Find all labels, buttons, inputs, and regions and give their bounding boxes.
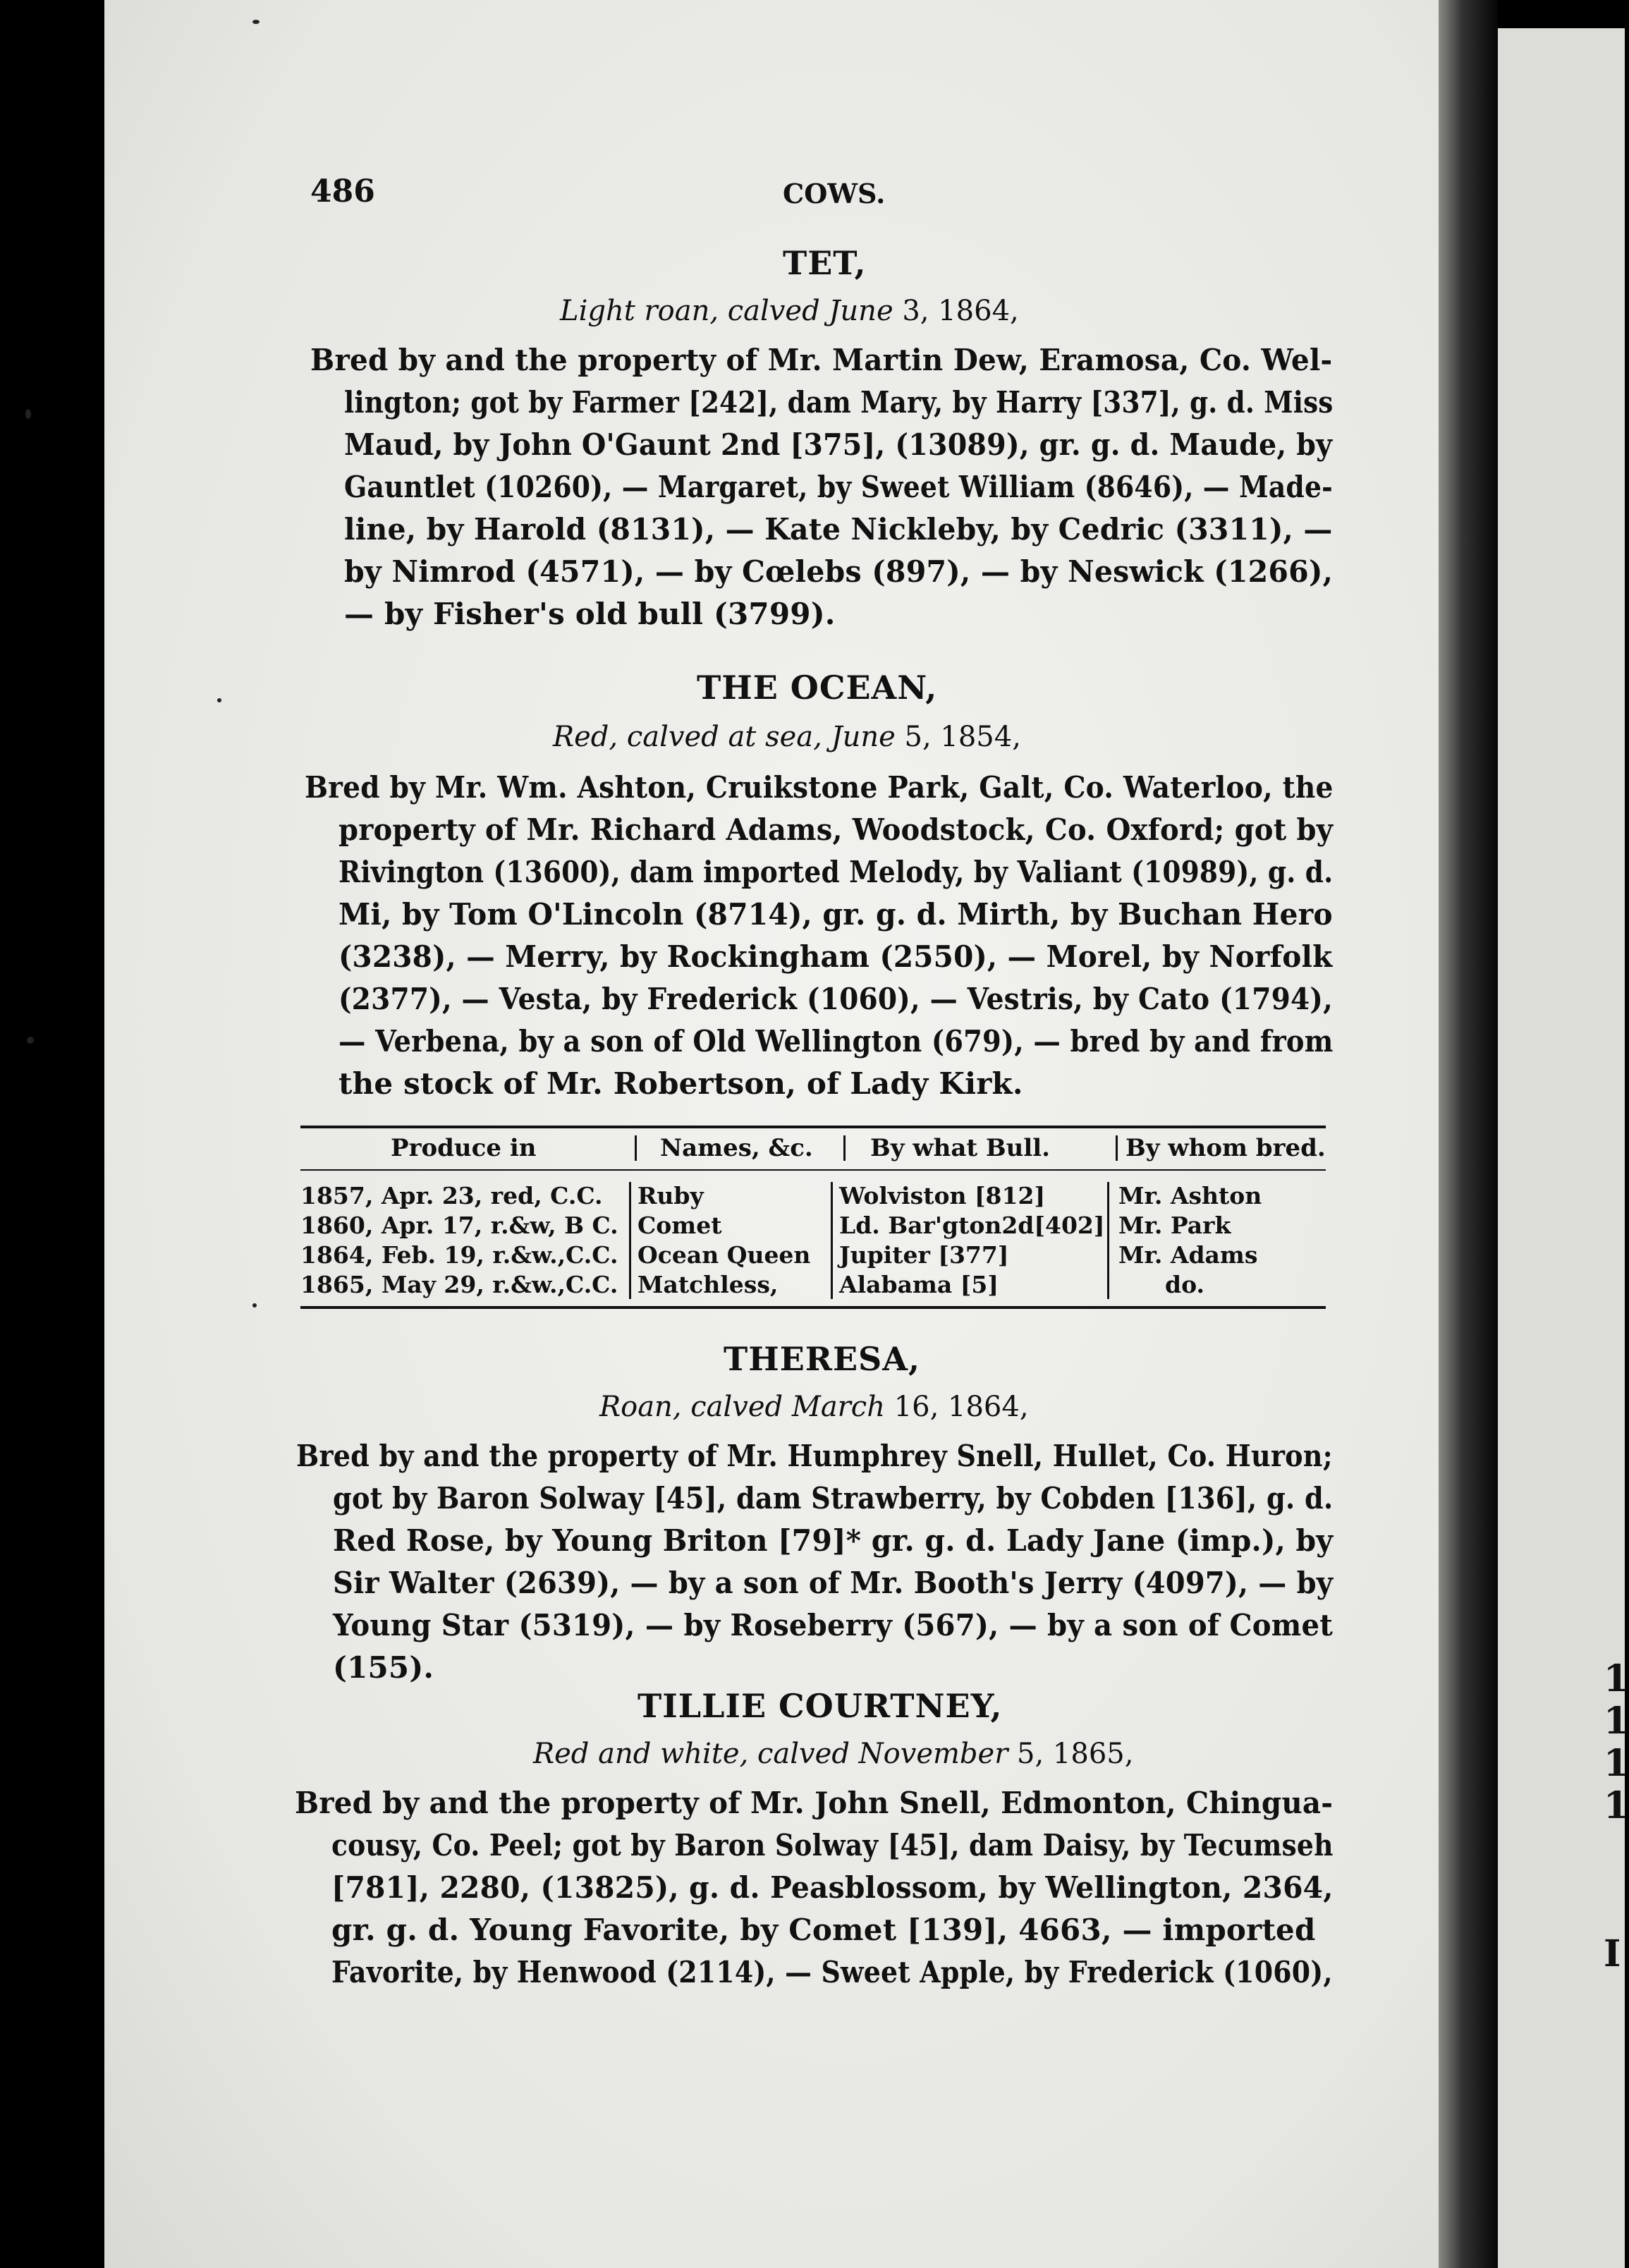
table-header-bull: By what Bull. [870, 1134, 1051, 1162]
entry-description-italic: Light roan, calved June [560, 295, 893, 327]
table-header-divider [1116, 1135, 1118, 1161]
table-cell-produce: 1865, May 29, r.&w.,C.C. [300, 1271, 618, 1298]
entry-text-line: the stock of Mr. Robertson, of Lady Kirk. [338, 1066, 1023, 1101]
table-header-divider [843, 1135, 846, 1161]
table-cell-name: Matchless, [637, 1271, 779, 1298]
adjacent-page-fragment: 1 [1604, 1742, 1629, 1785]
entry-text-line: (2377), — Vesta, by Frederick (1060), — Vestris, by Cato (1794), [338, 982, 1333, 1016]
entry-text-line: Mi, by Tom O'Lincoln (8714), gr. g. d. Mirth, by Buchan Hero [338, 897, 1333, 932]
entry-text-line: line, by Harold (8131), — Kate Nickleby, by Cedric (3311), — [344, 512, 1333, 547]
entry-text-line: [781], 2280, (13825), g. d. Peasblossom, by Wellington, 2364, [331, 1870, 1334, 1905]
table-cell-name: Ruby [637, 1182, 704, 1209]
entry-description-italic: Red and white, calved November [533, 1738, 1008, 1770]
table-column-divider [831, 1182, 833, 1299]
entry-text-line: — Verbena, by a son of Old Wellington (679), — bred by and from [338, 1024, 1334, 1059]
scan-speck [252, 1303, 257, 1307]
table-cell-breeder: Mr. Adams [1118, 1241, 1258, 1269]
running-title: COWS. [783, 178, 886, 209]
entry-description-date: 5, 1865, [1017, 1738, 1134, 1770]
entry-text-line: Maud, by John O'Gaunt 2nd [375], (13089), gr. g. d. Maude, by [344, 427, 1333, 462]
entry-text-line: (3238), — Merry, by Rockingham (2550), — Morel, by Norfolk [338, 939, 1333, 974]
table-cell-bull: Ld. Bar'gton2d[402] [839, 1212, 1105, 1239]
table-cell-breeder: do. [1165, 1271, 1204, 1298]
entry-description [560, 295, 1019, 327]
entry-title: THERESA, [724, 1340, 920, 1378]
entry-description-date: 3, 1864, [902, 295, 1019, 327]
adjacent-page-fragment: 1 [1604, 1784, 1629, 1827]
table-header-divider [635, 1135, 637, 1161]
table-bottom-rule [300, 1306, 1326, 1309]
entry-description-italic: Roan, calved March [599, 1391, 885, 1423]
entry-text-line: Favorite, by Henwood (2114), — Sweet Apple, by Frederick (1060), [331, 1955, 1333, 1989]
entry-text-line: lington; got by Farmer [242], dam Mary, by Harry [337], g. d. Miss [344, 385, 1334, 420]
scan-speck [217, 698, 221, 702]
scan-speck [252, 20, 260, 24]
table-cell-name: Ocean Queen [637, 1241, 811, 1269]
table-cell-breeder: Mr. Park [1118, 1212, 1231, 1239]
entry-description [599, 1391, 1029, 1423]
entry-text-line: got by Baron Solway [45], dam Strawberry, by Cobden [136], g. d. [333, 1481, 1334, 1516]
entry-description [533, 1738, 1133, 1770]
entry-text-line: (155). [333, 1650, 434, 1685]
table-cell-breeder: Mr. Ashton [1118, 1182, 1262, 1209]
entry-text-line: Gauntlet (10260), — Margaret, by Sweet William (8646), — Made- [344, 470, 1333, 504]
scan-speck [25, 409, 31, 419]
page-gutter-shadow [1439, 0, 1498, 2268]
entry-text-line: Bred by and the property of Mr. John Snell, Edmonton, Chingua- [295, 1786, 1334, 1820]
table-header-produce: Produce in [391, 1134, 537, 1162]
entry-text-line: Bred by and the property of Mr. Martin Dew, Eramosa, Co. Wel- [310, 343, 1333, 377]
table-column-divider [629, 1182, 631, 1299]
entry-text-line: Red Rose, by Young Briton [79]* gr. g. d. Lady Jane (imp.), by [333, 1523, 1334, 1558]
entry-text-line: — by Fisher's old bull (3799). [344, 597, 836, 631]
entry-text-line: gr. g. d. Young Favorite, by Comet [139], 4663, — imported [331, 1913, 1316, 1947]
adjacent-page-fragment: 1 [1604, 1657, 1629, 1700]
entry-description [553, 721, 1021, 753]
entry-text-line: Rivington (13600), dam imported Melody, by Valiant (10989), g. d. [338, 855, 1334, 889]
table-header-names: Names, &c. [660, 1134, 813, 1162]
table-cell-bull: Jupiter [377] [839, 1241, 1009, 1269]
entry-title: THE OCEAN, [697, 669, 938, 707]
table-cell-bull: Alabama [5] [839, 1271, 999, 1298]
entry-text-line: Bred by and the property of Mr. Humphrey Snell, Hullet, Co. Huron; [296, 1439, 1333, 1473]
adjacent-page-fragment: I [1604, 1932, 1621, 1975]
adjacent-page-fragment: 1 [1604, 1700, 1629, 1743]
table-header-breeder: By whom bred. [1125, 1134, 1326, 1162]
entry-text-line: Bred by Mr. Wm. Ashton, Cruikstone Park, Galt, Co. Waterloo, the [305, 770, 1334, 805]
table-column-divider [1107, 1182, 1109, 1299]
page-number: 486 [310, 173, 375, 209]
entry-description-date: 16, 1864, [893, 1391, 1029, 1423]
table-cell-produce: 1860, Apr. 17, r.&w, B C. [300, 1212, 618, 1239]
entry-text-line: Sir Walter (2639), — by a son of Mr. Booth's Jerry (4097), — by [333, 1566, 1334, 1600]
table-cell-name: Comet [637, 1212, 722, 1239]
scan-speck [27, 1037, 34, 1044]
entry-description-italic: Red, calved at sea, June [553, 721, 896, 753]
table-header-rule [300, 1169, 1326, 1171]
entry-text-line: property of Mr. Richard Adams, Woodstock, Co. Oxford; got by [338, 812, 1334, 847]
entry-text-line: by Nimrod (4571), — by Cœlebs (897), — by Neswick (1266), [344, 554, 1334, 589]
table-cell-bull: Wolviston [812] [839, 1182, 1046, 1209]
entry-title: TET, [783, 244, 867, 282]
entry-description-date: 5, 1854, [904, 721, 1021, 753]
entry-text-line: Young Star (5319), — by Roseberry (567), — by a son of Comet [333, 1608, 1333, 1642]
adjacent-page [1498, 28, 1629, 2268]
entry-title: TILLIE COURTNEY, [637, 1687, 1003, 1725]
table-cell-produce: 1857, Apr. 23, red, C.C. [300, 1182, 603, 1209]
table-cell-produce: 1864, Feb. 19, r.&w.,C.C. [300, 1241, 618, 1269]
entry-text-line: cousy, Co. Peel; got by Baron Solway [45], dam Daisy, by Tecumseh [331, 1828, 1334, 1862]
table-top-rule [300, 1126, 1326, 1128]
